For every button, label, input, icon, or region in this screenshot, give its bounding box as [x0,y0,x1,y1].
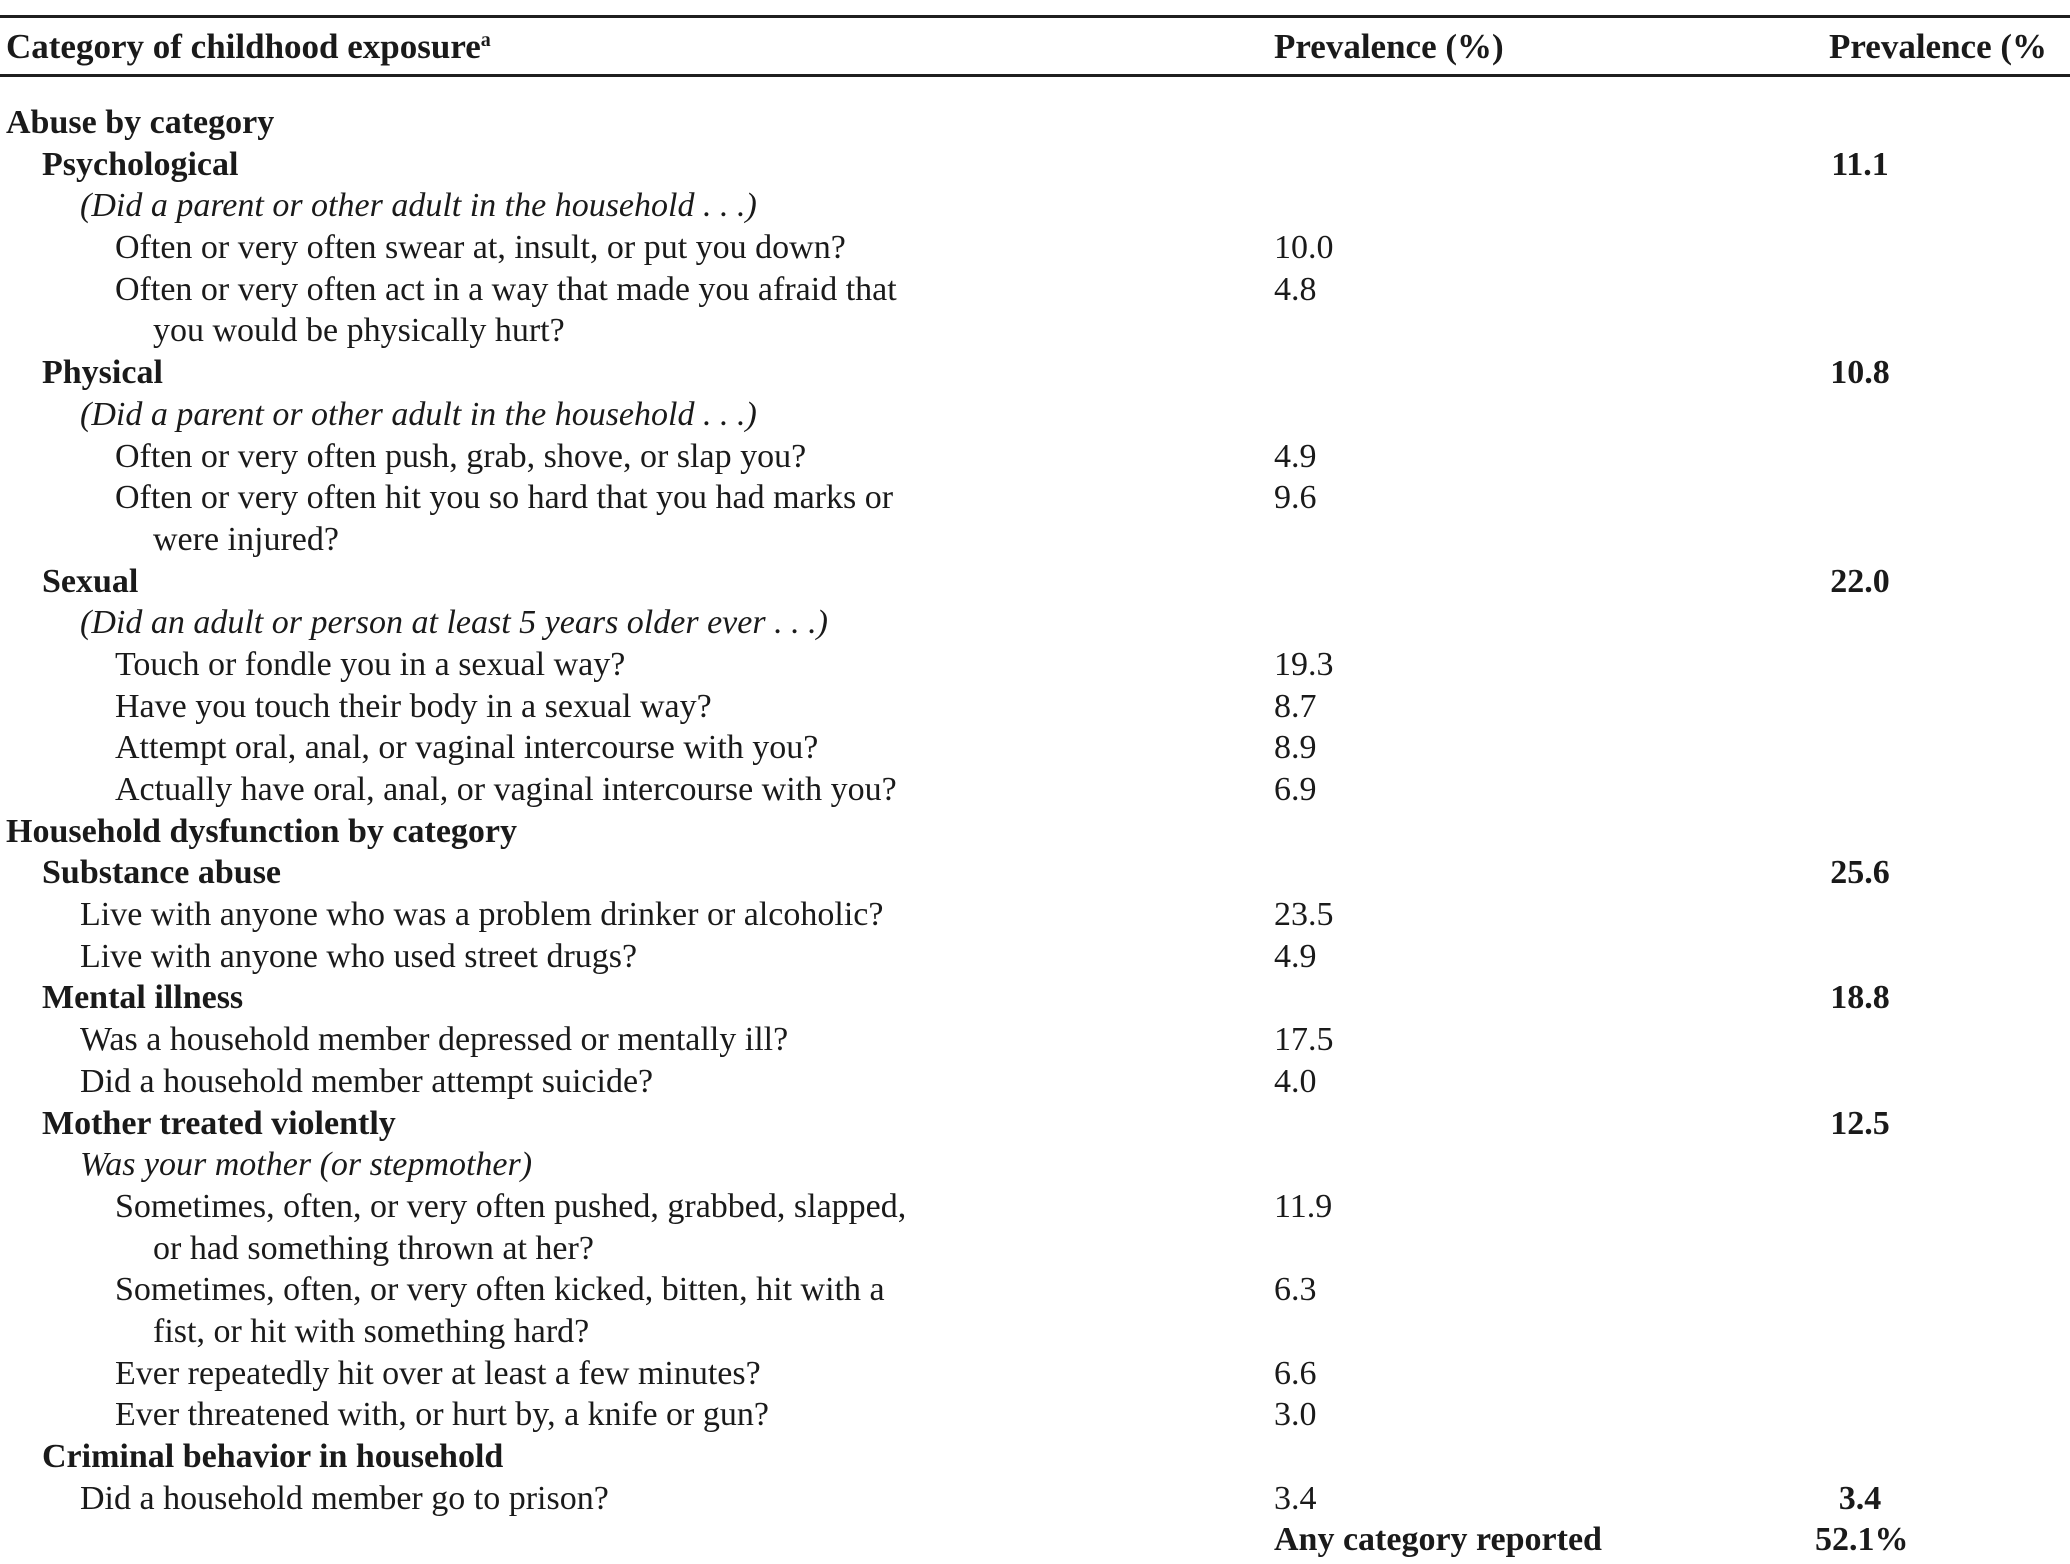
category-row [0,1436,2070,1478]
row-label: (Did a parent or other adult in the household . . .) [80,395,757,433]
row-label: Abuse by category [6,104,275,141]
item-prevalence-value: 19.3 [1274,645,1334,683]
category-prevalence-value: 12.5 [1830,1104,1890,1142]
item-prevalence-value: 4.0 [1274,1062,1317,1100]
continuation-row [0,1311,2070,1353]
row-label: Did a household member go to prison? [80,1479,609,1517]
category-prevalence-value: 18.8 [1830,979,1890,1017]
item-prevalence-value: 6.9 [1274,771,1317,808]
row-label: you would be physically hurt? [153,312,565,350]
row-label: Often or very often swear at, insult, or put you down? [115,229,846,267]
category-row [0,977,2070,1019]
item-row [0,936,2070,978]
category-row [0,144,2070,186]
total-row [0,1519,2070,1561]
footnote-marker: a [480,29,491,51]
item-prevalence-value: 23.5 [1274,896,1334,934]
row-label: Household dysfunction by category [6,812,517,850]
row-label: Live with anyone who used street drugs? [80,937,638,975]
row-label: Criminal behavior in household [42,1438,504,1475]
item-row [0,686,2070,728]
item-row [0,727,2070,769]
item-prevalence-value: 8.7 [1274,687,1317,725]
column-header-category [6,24,491,70]
row-label: Mental illness [42,979,244,1017]
continuation-row [0,519,2070,561]
row-label: Was a household member depressed or mentally ill? [80,1021,789,1059]
item-prevalence-value: 10.0 [1274,229,1334,267]
row-label: Mother treated violently [42,1104,396,1142]
row-label: Often or very often push, grab, shove, or slap you? [115,437,807,475]
category-prevalence-value: 25.6 [1830,854,1890,892]
table-top-rule [0,15,2070,18]
row-label: Any category reported [1274,1521,1602,1559]
item-prevalence-value: 6.3 [1274,1271,1317,1309]
continuation-row [0,1228,2070,1270]
row-label: were injured? [153,520,339,558]
item-row [0,1269,2070,1311]
row-label: Ever repeatedly hit over at least a few minutes? [115,1354,761,1392]
column-header-prevalence-item: Prevalence (%) [1274,27,1504,66]
item-prevalence-value: 3.0 [1274,1396,1317,1434]
row-label: Have you touch their body in a sexual way? [115,687,712,725]
row-label: Attempt oral, anal, or vaginal intercourse with you? [115,729,819,767]
column-header-category-label: Category of childhood exposure [6,27,481,66]
row-label: (Did a parent or other adult in the household . . .) [80,187,757,225]
item-row [0,436,2070,478]
item-row [0,769,2070,811]
item-row [0,894,2070,936]
category-prevalence-value: 52.1% [1815,1521,1909,1559]
item-row [0,477,2070,519]
item-row [0,1353,2070,1395]
item-row [0,227,2070,269]
item-prevalence-value: 4.9 [1274,937,1317,975]
table-header-rule [0,74,2070,77]
row-label: Was your mother (or stepmother) [80,1146,533,1184]
category-row [0,1103,2070,1145]
prompt-row [0,394,2070,436]
continuation-row [0,310,2070,352]
item-row [0,1061,2070,1103]
item-prevalence-value: 17.5 [1274,1021,1334,1059]
item-prevalence-value: 6.6 [1274,1354,1317,1392]
row-label: Touch or fondle you in a sexual way? [115,645,626,683]
category-row [0,852,2070,894]
item-prevalence-value: 4.9 [1274,437,1317,475]
category-row [0,561,2070,603]
row-label: Live with anyone who was a problem drinker or alcoholic? [80,896,884,934]
prompt-row [0,602,2070,644]
category-prevalence-value: 3.4 [1838,1479,1882,1517]
category-row [0,352,2070,394]
section-heading-row [0,102,2070,144]
category-prevalence-value: 22.0 [1830,562,1890,600]
item-row [0,1019,2070,1061]
item-prevalence-value: 9.6 [1274,479,1317,517]
item-row [0,644,2070,686]
section-heading-row [0,811,2070,853]
item-prevalence-value: 11.9 [1274,1187,1333,1225]
row-label: Physical [42,354,163,392]
prompt-row [0,185,2070,227]
item-row [0,1478,2070,1520]
row-label: Sometimes, often, or very often pushed, grabbed, slapped, [115,1187,907,1225]
row-label: Psychological [42,145,239,183]
row-label: Sometimes, often, or very often kicked, bitten, hit with a [115,1271,885,1309]
category-prevalence-value: 10.8 [1830,354,1890,392]
row-label: or had something thrown at her? [153,1229,594,1267]
column-header-prevalence-category: Prevalence (% [1829,27,2048,66]
row-label: fist, or hit with something hard? [153,1312,590,1350]
row-label: Often or very often hit you so hard that you had marks or [115,479,894,517]
row-label: Substance abuse [42,854,282,892]
item-prevalence-value: 4.8 [1274,270,1317,308]
prompt-row [0,1144,2070,1186]
item-row [0,269,2070,311]
item-row [0,1394,2070,1436]
row-label: Sexual [42,562,139,600]
table-body [0,102,2070,1561]
row-label: Actually have oral, anal, or vaginal intercourse with you? [115,771,897,808]
item-row [0,1186,2070,1228]
row-label: Did a household member attempt suicide? [80,1062,654,1100]
category-prevalence-value: 11.1 [1831,145,1889,183]
row-label: Ever threatened with, or hurt by, a knife or gun? [115,1396,769,1434]
item-prevalence-value: 3.4 [1274,1479,1317,1517]
item-prevalence-value: 8.9 [1274,729,1317,767]
row-label: Often or very often act in a way that made you afraid that [115,270,897,308]
row-label: (Did an adult or person at least 5 years older ever . . .) [80,604,828,642]
